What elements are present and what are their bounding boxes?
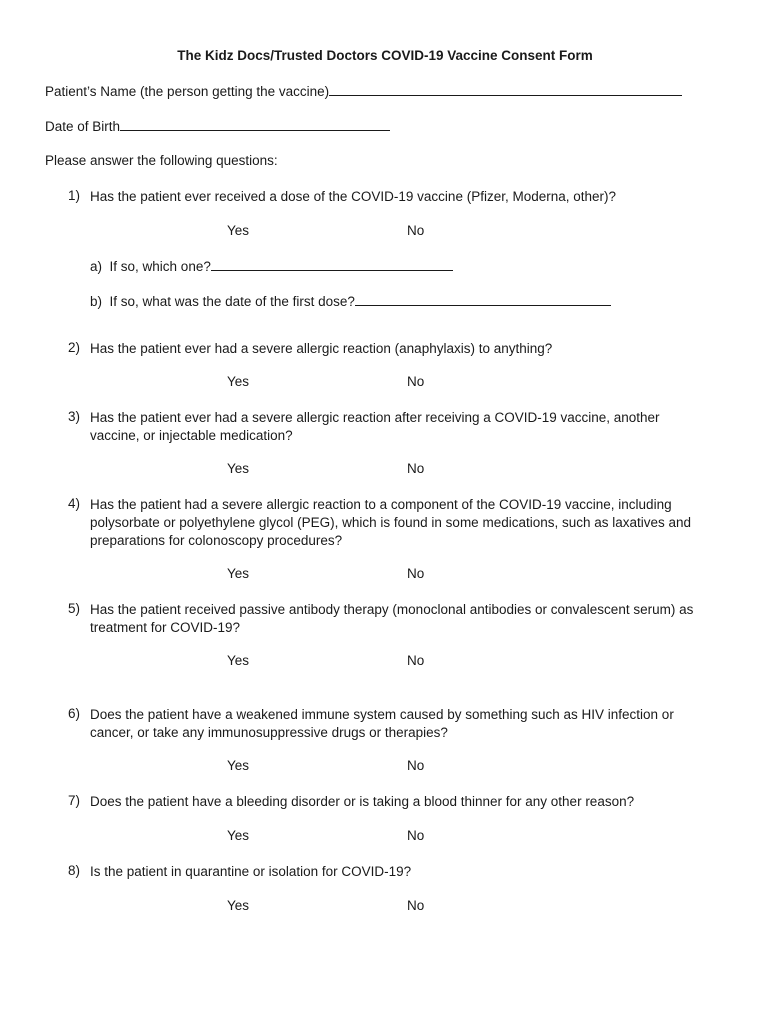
question-number: 7) bbox=[68, 793, 81, 808]
question-number: 8) bbox=[68, 863, 81, 878]
intro-text: Please answer the following questions: bbox=[45, 153, 278, 168]
subquestion-label: a) bbox=[90, 259, 103, 274]
subquestion-text: If so, what was the date of the first dose? bbox=[109, 294, 355, 309]
patient-name-label: Patient’s Name (the person getting the vaccine) bbox=[45, 84, 330, 99]
question-text: Has the patient received passive antibody therapy (monoclonal antibodies or convalescent serum) as treatment for COVID-19? bbox=[90, 602, 694, 635]
question-text: Has the patient had a severe allergic reaction to a component of the COVID-19 vaccine, including polysorbate or polyethylene glycol (PEG), which is found in some medications, such as laxatives and preparations for colonoscopy procedures? bbox=[90, 497, 692, 548]
subquestion-a[interactable] bbox=[90, 258, 453, 274]
question-text: Has the patient ever received a dose of the COVID-19 vaccine (Pfizer, Moderna, other)? bbox=[90, 189, 617, 204]
subquestion-label: b) bbox=[90, 294, 103, 309]
yes-option[interactable]: Yes bbox=[227, 898, 250, 913]
yes-option[interactable]: Yes bbox=[227, 828, 250, 843]
question-number: 2) bbox=[68, 340, 81, 355]
no-option[interactable]: No bbox=[407, 223, 425, 238]
no-option[interactable]: No bbox=[407, 758, 425, 773]
question-number: 4) bbox=[68, 496, 81, 511]
question-text: Does the patient have a weakened immune system caused by something such as HIV infection or cancer, or take any immunosuppressive drugs or therapies? bbox=[90, 707, 674, 740]
yes-option[interactable]: Yes bbox=[227, 566, 250, 581]
question-number: 6) bbox=[68, 706, 81, 721]
no-option[interactable]: No bbox=[407, 566, 425, 581]
dob-field[interactable] bbox=[45, 118, 390, 134]
subquestion-b[interactable] bbox=[90, 293, 611, 309]
yes-option[interactable]: Yes bbox=[227, 758, 250, 773]
question-text: Has the patient ever had a severe allergic reaction after receiving a COVID-19 vaccine, another vaccine, or injectable medication? bbox=[90, 410, 660, 443]
no-option[interactable]: No bbox=[407, 461, 425, 476]
no-option[interactable]: No bbox=[407, 653, 425, 668]
question-number: 1) bbox=[68, 188, 81, 203]
question-text: Is the patient in quarantine or isolation for COVID-19? bbox=[90, 864, 412, 879]
no-option[interactable]: No bbox=[407, 898, 425, 913]
subquestion-b-line[interactable] bbox=[355, 293, 611, 306]
no-option[interactable]: No bbox=[407, 374, 425, 389]
yes-option[interactable]: Yes bbox=[227, 461, 250, 476]
question-number: 3) bbox=[68, 409, 81, 424]
subquestion-a-line[interactable] bbox=[211, 258, 453, 271]
question-number: 5) bbox=[68, 601, 81, 616]
patient-name-field[interactable] bbox=[45, 83, 682, 99]
dob-line[interactable] bbox=[120, 118, 390, 131]
yes-option[interactable]: Yes bbox=[227, 653, 250, 668]
no-option[interactable]: No bbox=[407, 828, 425, 843]
dob-label: Date of Birth bbox=[45, 119, 121, 134]
question-text: Does the patient have a bleeding disorder or is taking a blood thinner for any other reason? bbox=[90, 794, 635, 809]
patient-name-line[interactable] bbox=[329, 83, 682, 96]
yes-option[interactable]: Yes bbox=[227, 223, 250, 238]
question-text: Has the patient ever had a severe allergic reaction (anaphylaxis) to anything? bbox=[90, 341, 553, 356]
page-title: The Kidz Docs/Trusted Doctors COVID-19 Vaccine Consent Form bbox=[177, 48, 593, 63]
yes-option[interactable]: Yes bbox=[227, 374, 250, 389]
subquestion-text: If so, which one? bbox=[109, 259, 211, 274]
